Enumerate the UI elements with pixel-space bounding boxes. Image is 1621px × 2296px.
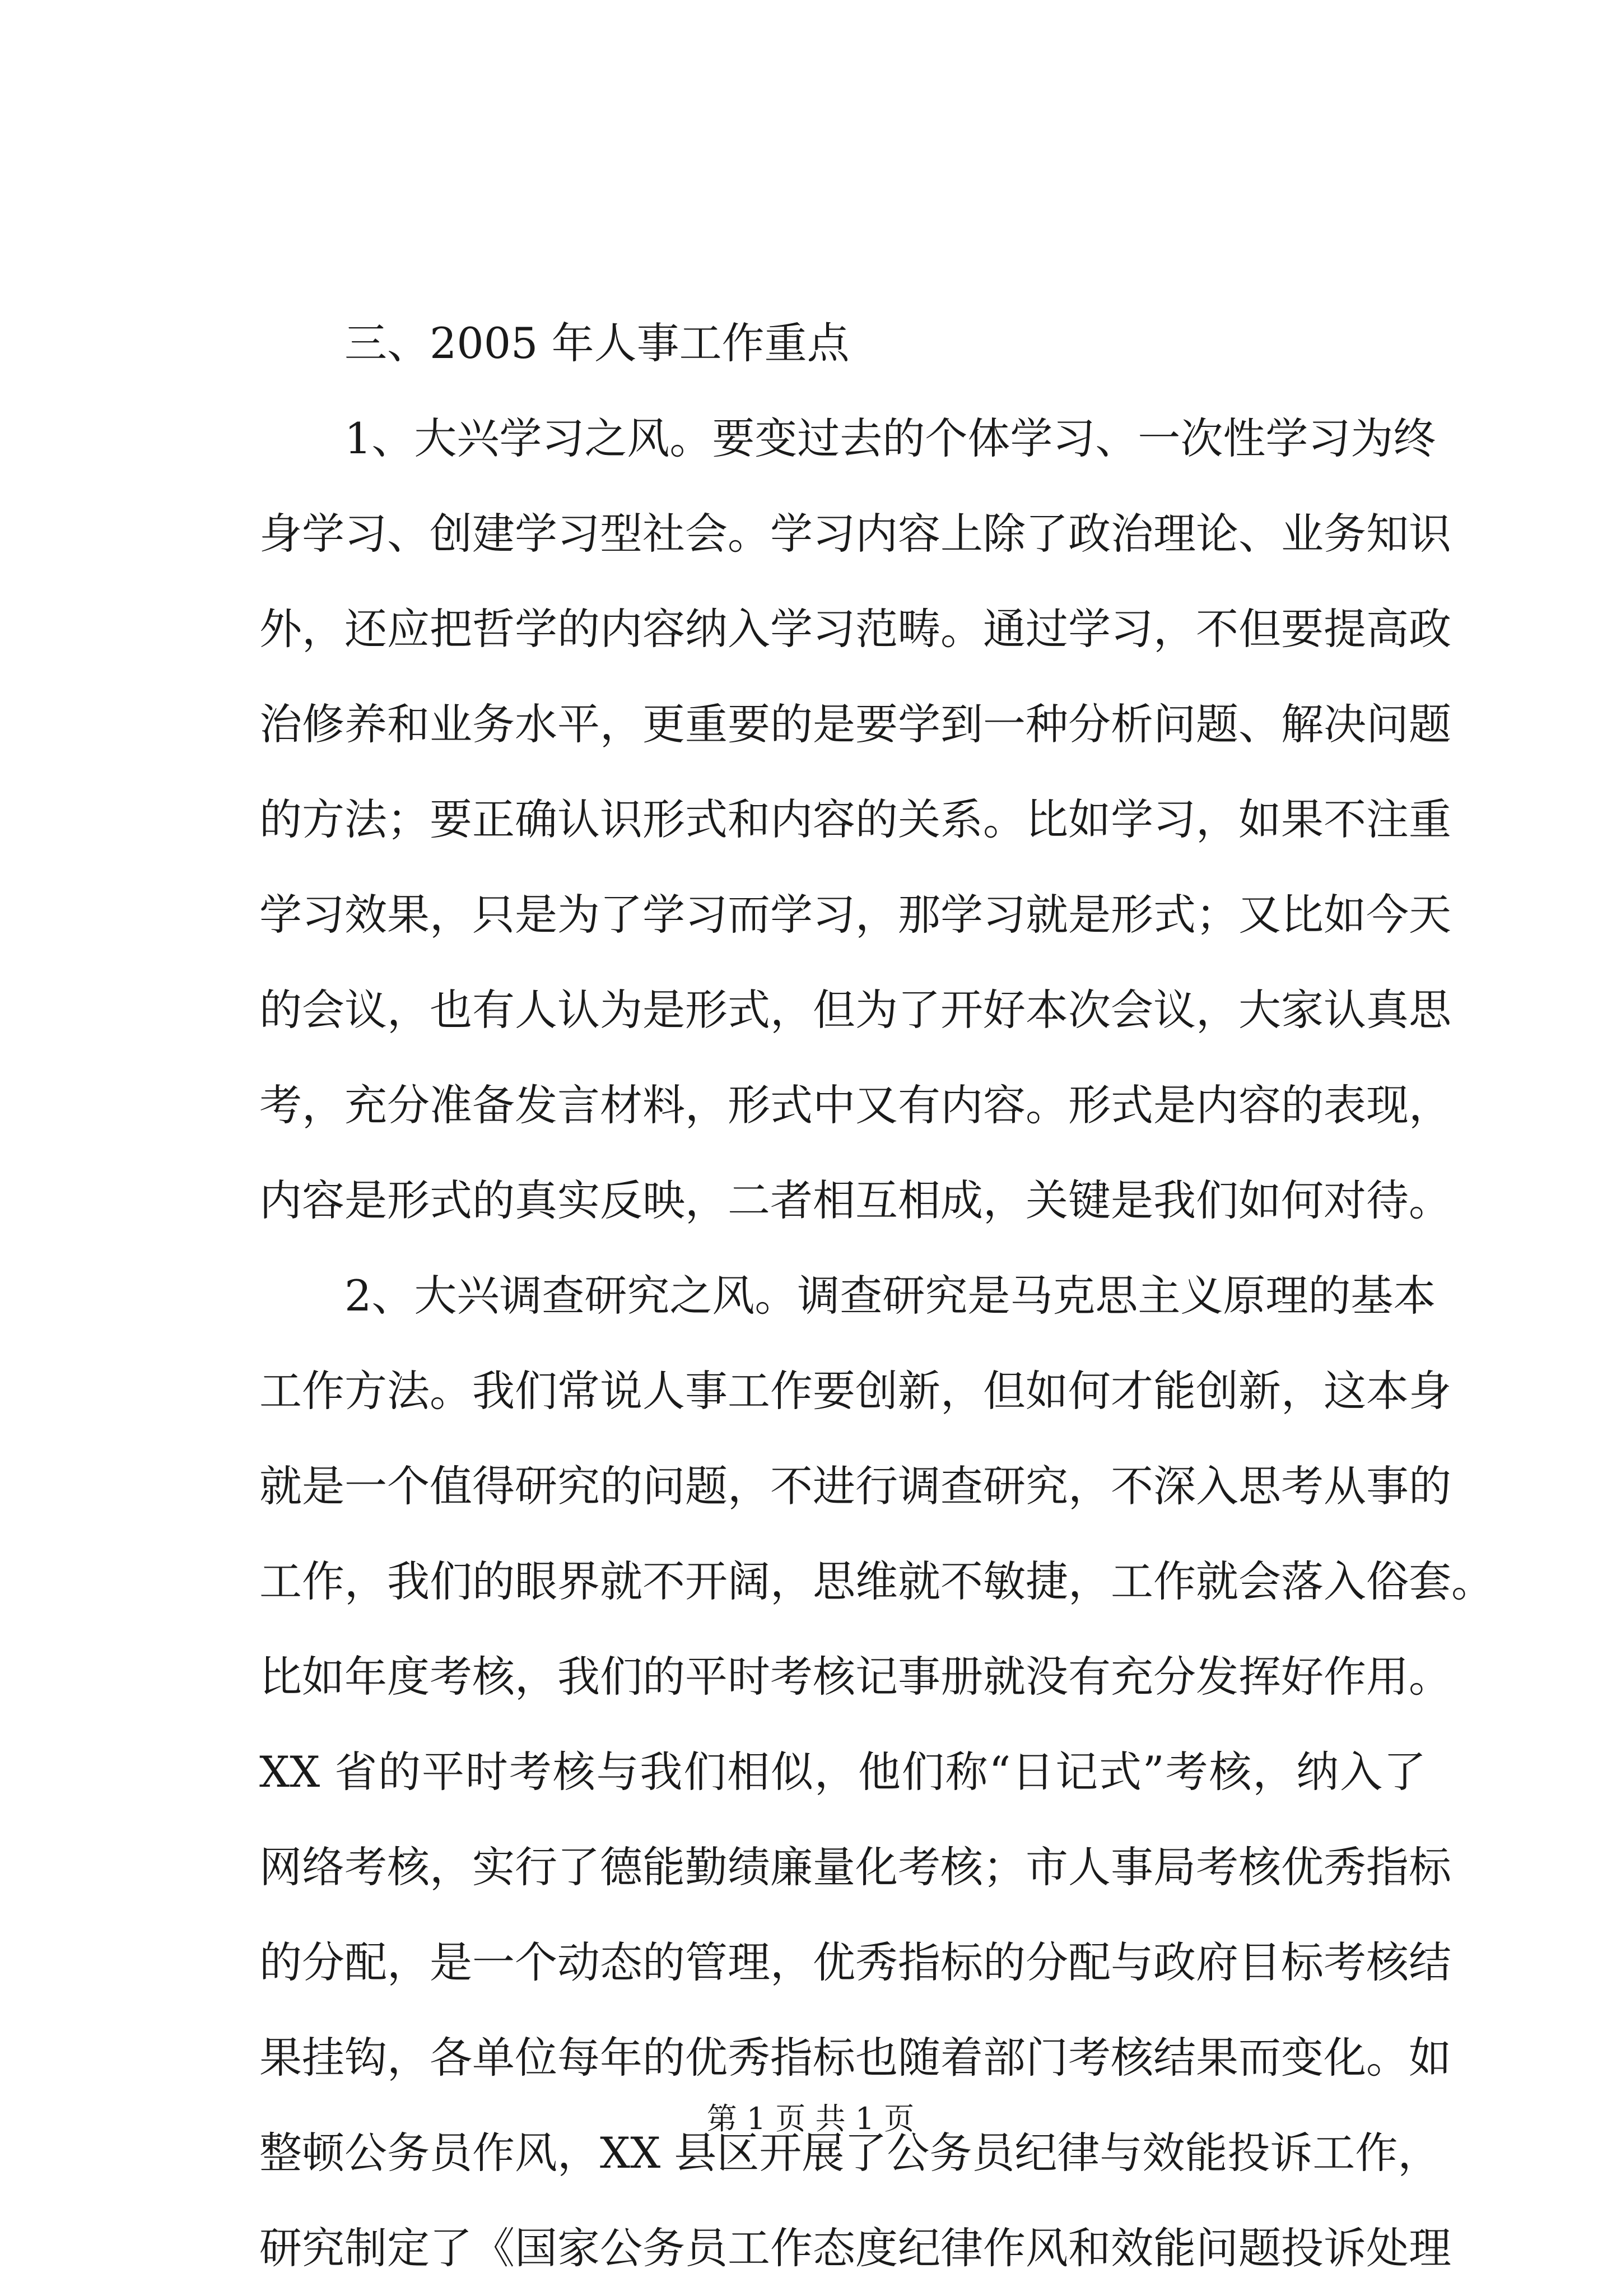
paragraph-line: 身学习、创建学习型社会。学习内容上除了政治理论、业务知识 xyxy=(259,509,1451,559)
paragraph-line: 工作，我们的眼界就不开阔，思维就不敏捷，工作就会落入俗套。 xyxy=(259,1556,1494,1606)
paragraph-line: 考，充分准备发言材料，形式中又有内容。形式是内容的表现， xyxy=(259,1080,1451,1130)
paragraph-line: 的会议，也有人认为是形式，但为了开好本次会议，大家认真思 xyxy=(259,985,1451,1035)
section-heading: 三、2005 年人事工作重点 xyxy=(344,318,850,368)
paragraph-line: 研究制定了《国家公务员工作态度纪律作风和效能问题投诉处理 xyxy=(259,2223,1451,2273)
paragraph-line: 2、大兴调查研究之风。调查研究是马克思主义原理的基本 xyxy=(344,1271,1436,1321)
paragraph-line: 网络考核，实行了德能勤绩廉量化考核；市人事局考核优秀指标 xyxy=(259,1842,1451,1892)
page-number-footer: 第 1 页 共 1 页 xyxy=(706,2101,915,2136)
paragraph-line: 1、大兴学习之风。要变过去的个体学习、一次性学习为终 xyxy=(344,413,1436,463)
paragraph-line: 就是一个值得研究的问题，不进行调查研究，不深入思考从事的 xyxy=(259,1461,1451,1511)
paragraph-line: 学习效果，只是为了学习而学习，那学习就是形式；又比如今天 xyxy=(259,890,1451,940)
paragraph-line: 的分配，是一个动态的管理，优秀指标的分配与政府目标考核结 xyxy=(259,1937,1451,1987)
document-body xyxy=(259,296,1494,2296)
paragraph-line: 比如年度考核，我们的平时考核记事册就没有充分发挥好作用。 xyxy=(259,1652,1451,1702)
paragraph-line: 果挂钩，各单位每年的优秀指标也随着部门考核结果而变化。如 xyxy=(259,2033,1451,2083)
paragraph-line: 外，还应把哲学的内容纳入学习范畴。通过学习，不但要提高政 xyxy=(259,604,1451,654)
paragraph-line: 的方法；要正确认识形式和内容的关系。比如学习，如果不注重 xyxy=(259,794,1451,844)
paragraph-line: 治修养和业务水平，更重要的是要学到一种分析问题、解决问题 xyxy=(259,699,1451,749)
paragraph-line: 工作方法。我们常说人事工作要创新，但如何才能创新，这本身 xyxy=(259,1366,1451,1416)
paragraph-line: 内容是形式的真实反映，二者相互相成，关键是我们如何对待。 xyxy=(259,1175,1451,1225)
paragraph-line: 整顿公务员作风，XX 县区开展了公务员纪律与效能投诉工作， xyxy=(259,2128,1441,2178)
paragraph-line: XX 省的平时考核与我们相似，他们称“日记式”考核，纳入了 xyxy=(259,1747,1426,1797)
